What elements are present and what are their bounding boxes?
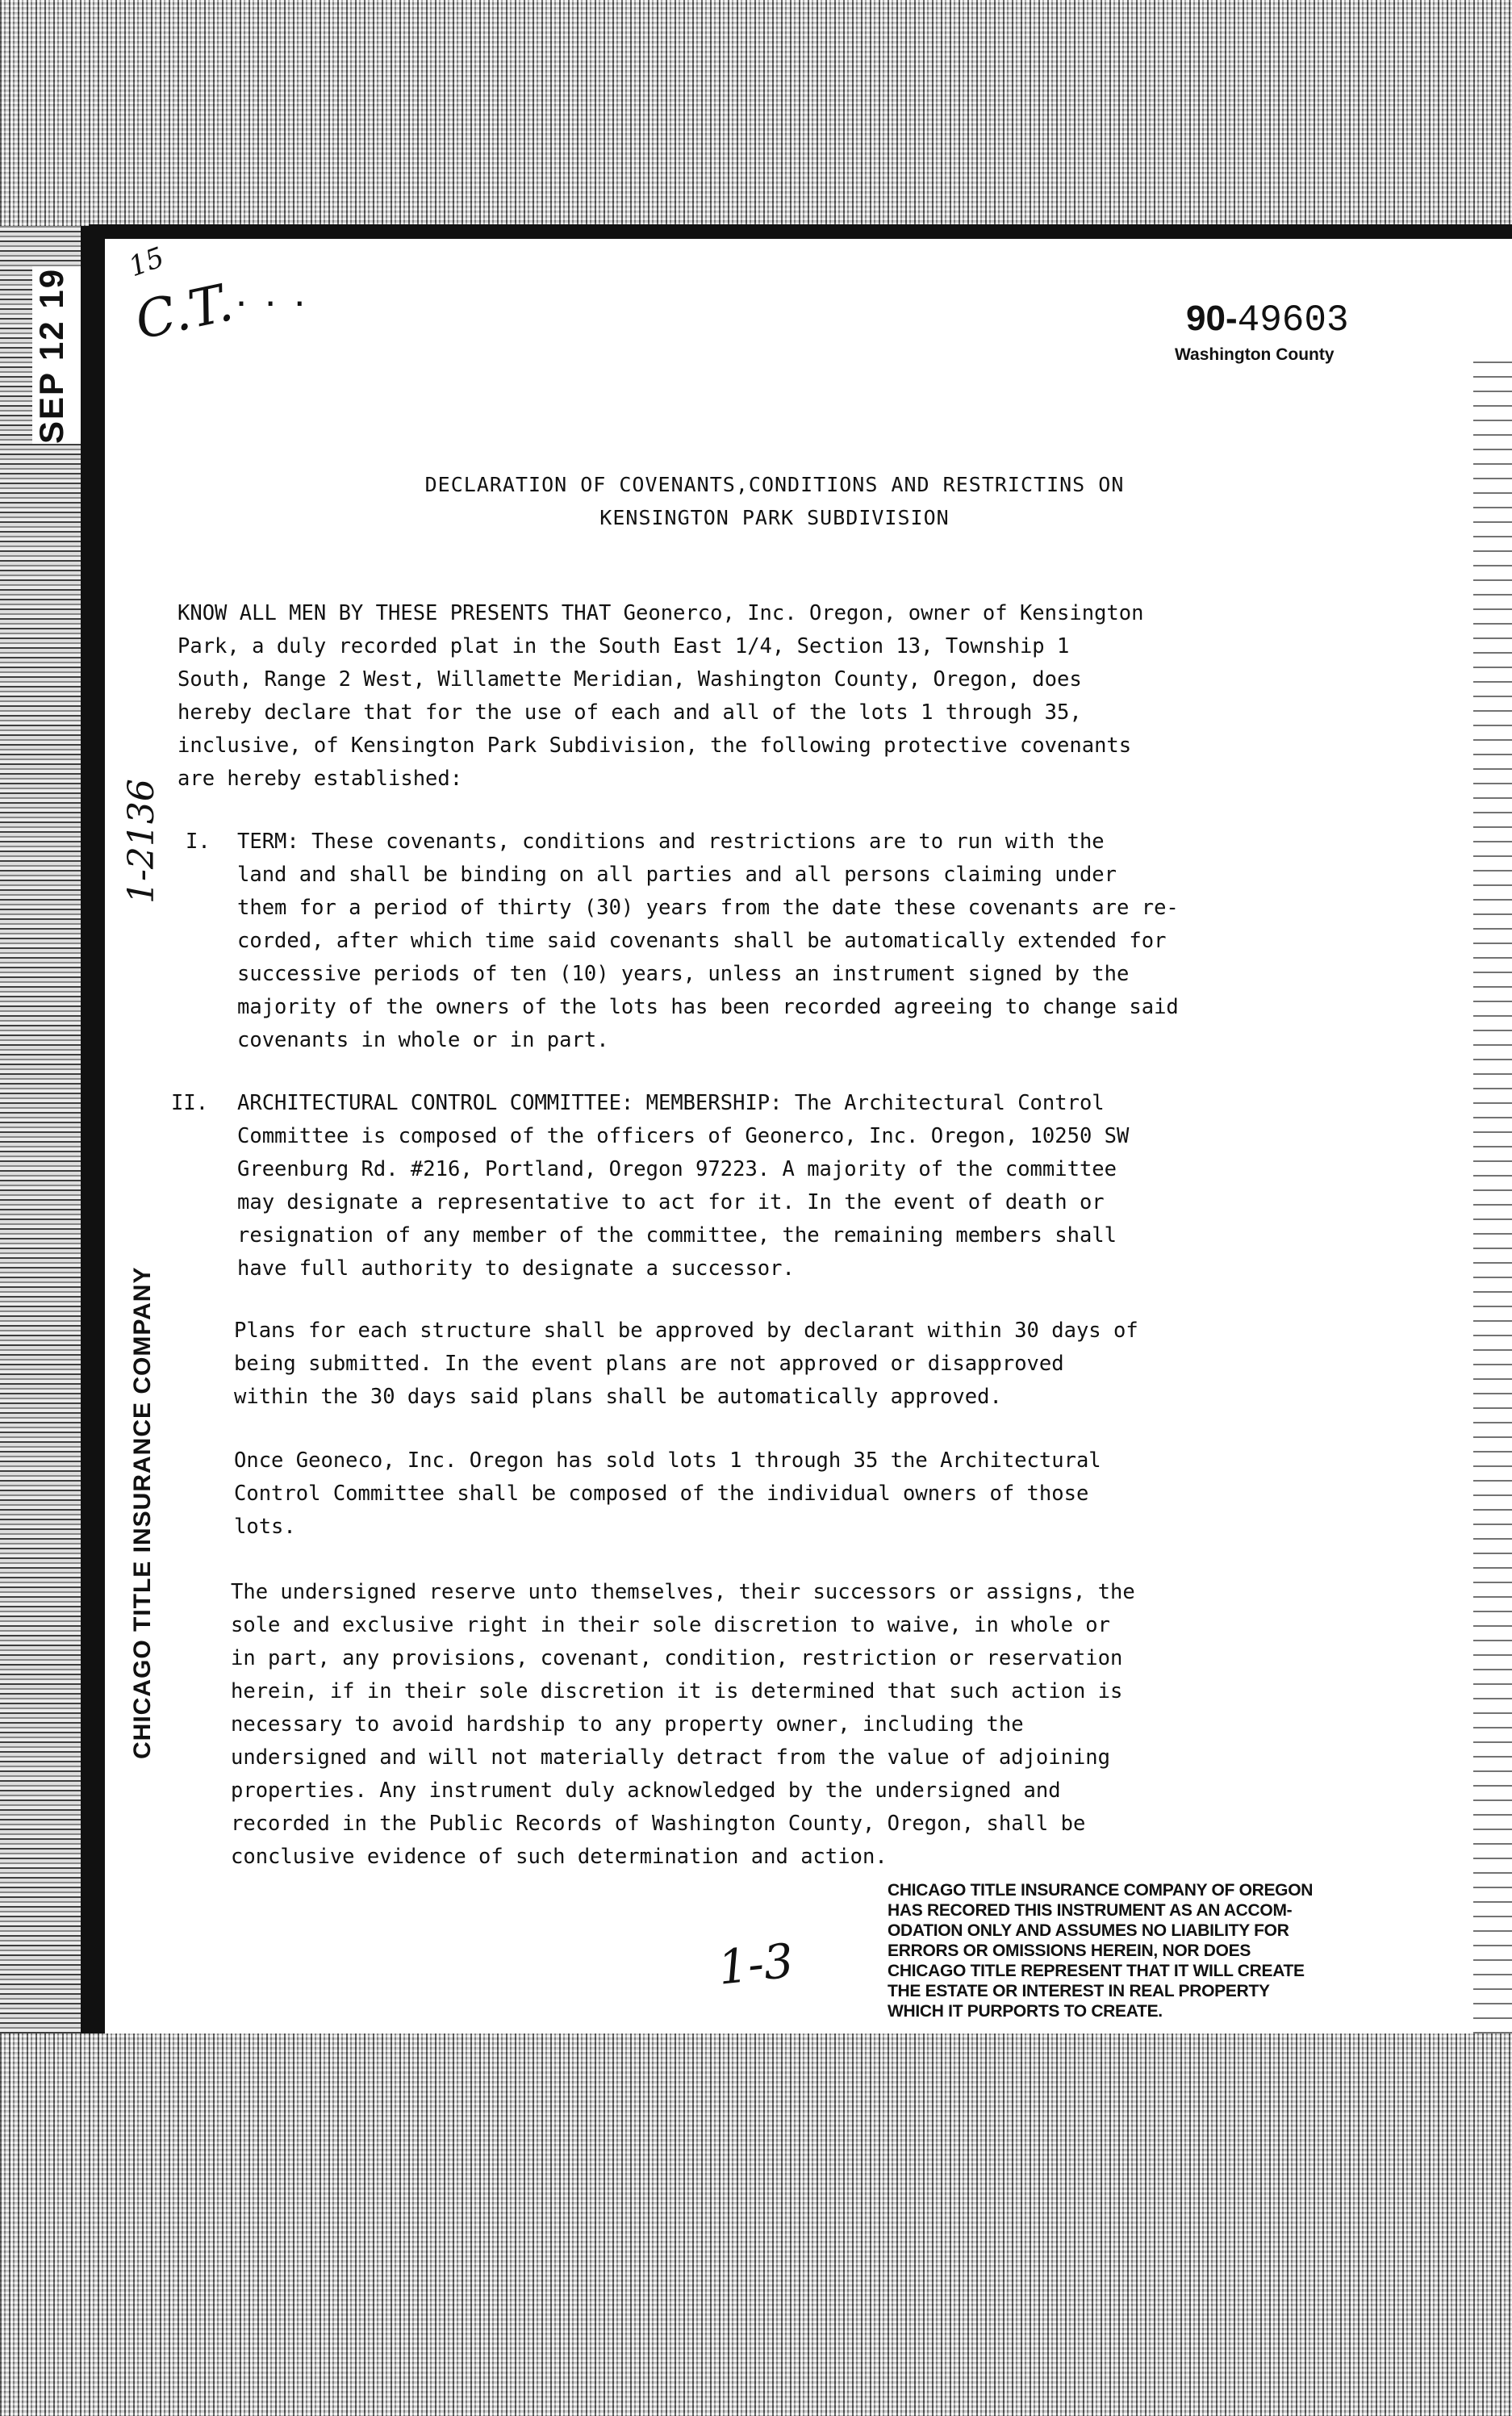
plans-paragraph: Plans for each structure shall be approved by declarant within 30 days of being submitted. In the event plans are not approved or disapproved within the 30 days said plans shall be automatically approved.: [234, 1319, 1138, 1409]
notice-line: CHICAGO TITLE REPRESENT THAT IT WILL CREATE: [888, 1962, 1305, 1980]
document-title: [178, 468, 1372, 534]
stray-marks: · · ·: [234, 291, 307, 319]
received-date-stamp: SEP 12 19: [32, 266, 81, 444]
notice-line: ERRORS OR OMISSIONS HEREIN, NOR DOES: [888, 1942, 1251, 1960]
section-2-architectural-committee: ARCHITECTURAL CONTROL COMMITTEE: MEMBERSHIP: The Architectural Control Committee is composed of the officers of Geonerco, Inc. Oregon, 10250 SW Greenburg Rd. #216, Portland, Oregon 97223. A majority of the committee may designate a representative to act for it. In the event of death or resignation of any member of the committee, the remaining members shall have full authority to designate a successor.: [237, 1091, 1130, 1281]
section-1-term: TERM: These covenants, conditions and restrictions are to run with the land and shall be binding on all parties and all persons claiming under them for a period of thirty (30) years from the date these covenants are re- corded, after which time said covenants shall be automatically extended for successive periods of ten (10) years, unless an instrument signed by the majority of the owners of the lots has been recorded agreeing to change said covenants in whole or in part.: [237, 830, 1179, 1052]
recording-prefix: 90-: [1186, 299, 1238, 338]
recording-number: [1186, 299, 1349, 341]
committee-transfer-paragraph: Once Geoneco, Inc. Oregon has sold lots 1 through 35 the Architectural Control Committee shall be composed of the individual owners of those lots.: [234, 1448, 1101, 1539]
scan-right-strip: [1473, 355, 1512, 2034]
title-line-1: DECLARATION OF COVENANTS,CONDITIONS AND RESTRICTINS ON: [424, 473, 1125, 496]
handwritten-number: 15: [124, 240, 169, 284]
notice-line: THE ESTATE OR INTEREST IN REAL PROPERTY: [888, 1982, 1270, 2000]
scan-top-rule: [89, 224, 1512, 239]
reservation-paragraph: The undersigned reserve unto themselves, their successors or assigns, the sole and exclusive right in their sole discretion to waive, in whole or in part, any provisions, covenant, condition, restriction or reservation herein, if in their sole discretion it is determined that such action is necessary to avoid hardship to any property owner, including the undersigned and will not materially detract from the value of adjoining properties. Any instrument duly acknowledged by the undersigned and recorded in the Public Records of Washington County, Oregon, shall be conclusive evidence of such determination and action.: [231, 1580, 1135, 1869]
notice-line: HAS RECORED THIS INSTRUMENT AS AN ACCOM-: [888, 1901, 1293, 1920]
section-2-number: II.: [171, 1091, 209, 1115]
handwritten-page-number: 1-3: [715, 1933, 796, 1996]
scan-noise-bottom: [0, 2034, 1512, 2416]
handwritten-initials: C.T.: [130, 273, 239, 352]
handwritten-reference-text: 1-2136: [121, 779, 162, 904]
county-stamp: Washington County: [1175, 345, 1334, 364]
notice-line: CHICAGO TITLE INSURANCE COMPANY OF OREGON: [888, 1881, 1314, 1900]
scan-noise-top: [0, 0, 1512, 226]
notice-line: WHICH IT PURPORTS TO CREATE.: [888, 2002, 1163, 2021]
chicago-title-notice: [888, 1880, 1339, 2021]
title-line-2: KENSINGTON PARK SUBDIVISION: [599, 506, 950, 529]
notice-line: ODATION ONLY AND ASSUMES NO LIABILITY FOR: [888, 1921, 1289, 1940]
recording-digits: 49603: [1237, 299, 1349, 341]
side-company-text: CHICAGO TITLE INSURANCE COMPANY: [129, 1266, 156, 1759]
intro-paragraph: KNOW ALL MEN BY THESE PRESENTS THAT Geonerco, Inc. Oregon, owner of Kensington Park, a duly recorded plat in the South East 1/4, Section 13, Township 1 South, Range 2 West, Willamette Meridian, Washington County, Oregon, does hereby declare that for the use of each and all of the lots 1 through 35, inclusive, of Kensington Park Subdivision, the following protective covenants are hereby established:: [178, 601, 1144, 791]
scan-left-bar: [81, 226, 105, 2034]
section-1-number: I.: [186, 830, 211, 854]
